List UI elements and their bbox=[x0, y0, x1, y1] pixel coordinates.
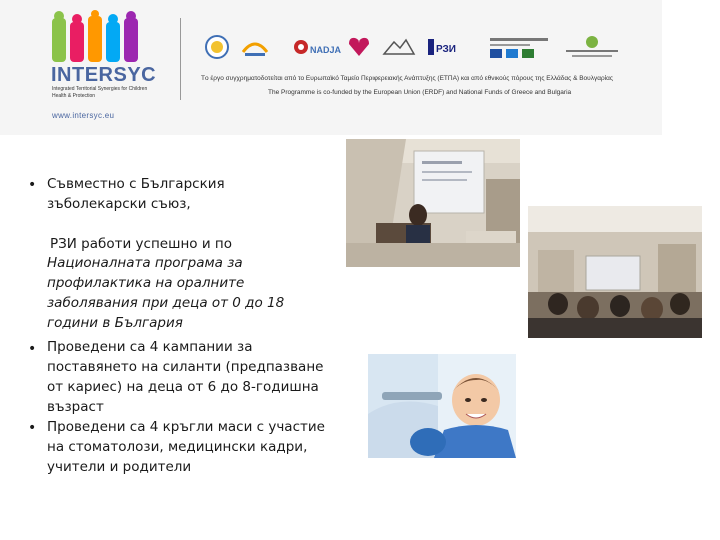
partner-logo-7 bbox=[488, 34, 550, 60]
bullet-dot: • bbox=[28, 420, 37, 436]
bullet2-line: възраст bbox=[47, 399, 104, 415]
child-dentist-photo bbox=[368, 354, 516, 458]
partner-logo-8 bbox=[560, 34, 624, 60]
bullet-dot: • bbox=[28, 341, 37, 357]
intersyc-logo-figures bbox=[50, 10, 150, 66]
nadja-logo bbox=[292, 34, 342, 60]
rzi-logo bbox=[426, 34, 456, 60]
bullet2-line: Проведени са 4 кампании за bbox=[47, 339, 253, 355]
bullet-dot: • bbox=[28, 177, 37, 193]
header-banner bbox=[0, 0, 662, 135]
bullet3-line: учители и родители bbox=[47, 459, 192, 475]
para-line: години в България bbox=[47, 315, 183, 331]
para-line: Националната програма за bbox=[47, 255, 243, 271]
bullet2-line: поставянето на силанти (предпазване bbox=[47, 359, 324, 375]
bullet1-line: зъболекарски съюз, bbox=[47, 196, 191, 212]
programme-text-english: The Programme is co-funded by the European Union (ERDF) and National Funds of Greece and Bulgaria bbox=[268, 89, 572, 96]
partner-logo-2 bbox=[240, 34, 270, 60]
presentation-photo bbox=[346, 139, 520, 267]
bullet2-line: от кариес) на деца от 6 до 8-годишна bbox=[47, 379, 319, 395]
svg-text:NADJA: NADJA bbox=[310, 45, 342, 55]
para-line: профилактика на оралните bbox=[47, 275, 245, 291]
logo-url: www.intersyc.eu bbox=[52, 111, 115, 120]
bullet3-line: на стоматолози, медицински кадри, bbox=[47, 439, 308, 455]
bullet1-line: Съвместно с Българския bbox=[47, 176, 225, 192]
logo-tagline: Integrated Territorial Synergies for Children Health & Protection bbox=[52, 86, 148, 99]
audience-photo bbox=[528, 206, 702, 338]
logo-title: INTERSYC bbox=[51, 64, 157, 86]
partner-logo-5 bbox=[382, 34, 416, 60]
partner-logo-1 bbox=[202, 34, 232, 60]
para-line: заболявания при деца от 0 до 18 bbox=[47, 295, 285, 311]
para-line: РЗИ работи успешно и по bbox=[50, 236, 232, 252]
svg-text:РЗИ: РЗИ bbox=[436, 44, 456, 55]
header-divider bbox=[180, 18, 181, 100]
programme-text-greek: Тο έργο συγχρηματοδοτείται από το Ευρωπαϊκό Ταμείο Περιφερειακής Ανάπτυξης (ΕΤΠΑ) και από εθνικούς πόρους της Ελλάδας & Βουλγαρίας bbox=[201, 75, 614, 82]
bullet3-line: Проведени са 4 кръгли маси с участие bbox=[47, 419, 325, 435]
partner-logo-4 bbox=[346, 34, 372, 60]
